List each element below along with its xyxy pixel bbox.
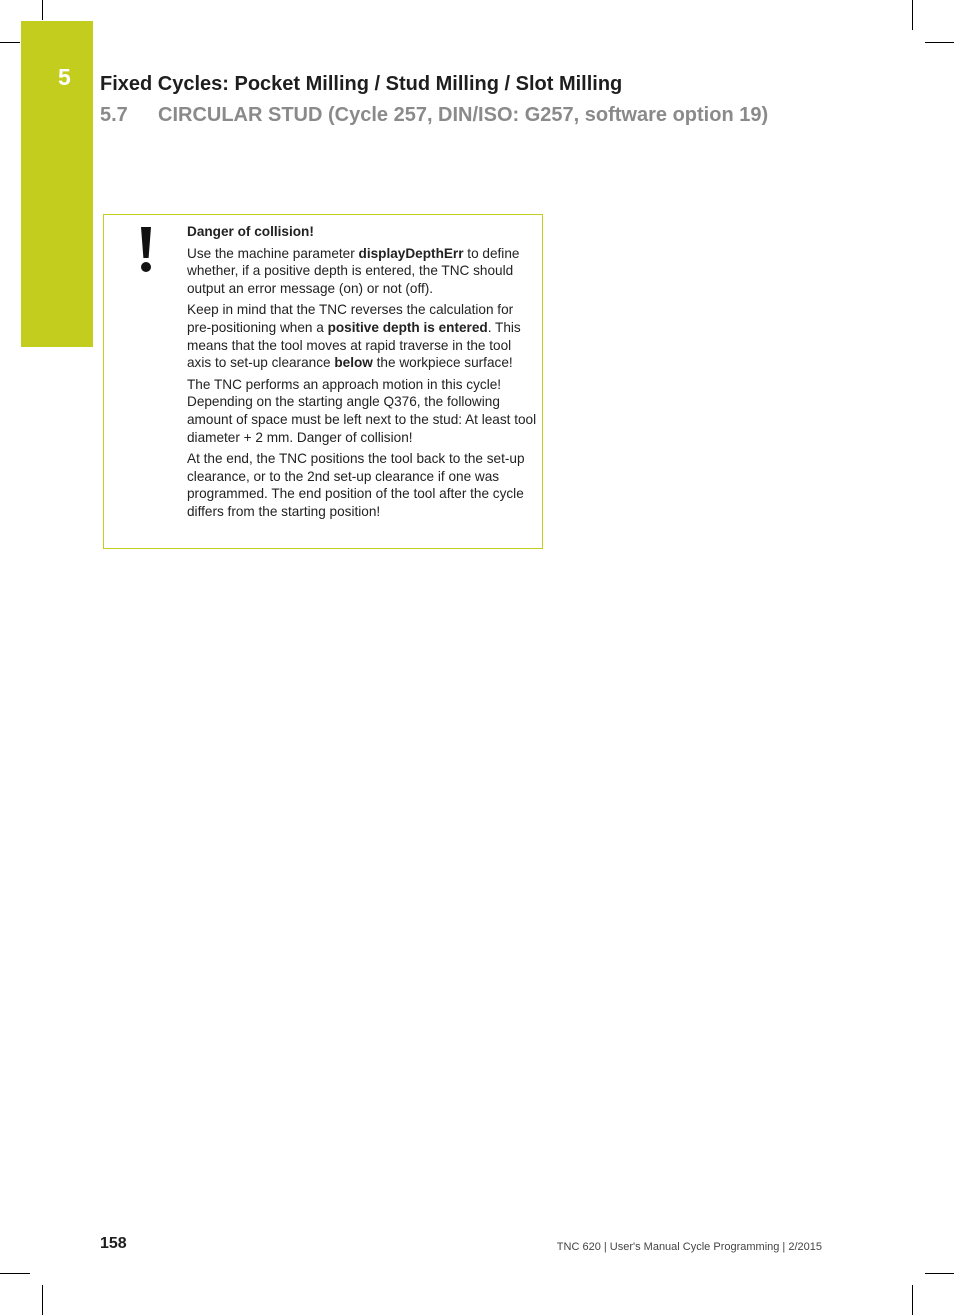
section-title: CIRCULAR STUD (Cycle 257, DIN/ISO: G257, software option 19) — [158, 104, 769, 126]
warning-box — [103, 214, 543, 549]
crop-mark — [42, 0, 43, 20]
page-number: 158 — [100, 1235, 127, 1252]
warning-paragraph — [187, 245, 537, 298]
crop-mark — [925, 1273, 954, 1274]
warning-paragraph: The TNC performs an approach motion in this cycle! Depending on the starting angle Q376, the following amount of space must be left next to the stud: At least tool diameter + 2 mm. Danger of collision! — [187, 376, 537, 445]
crop-mark — [912, 0, 913, 30]
section-number: 5.7 — [100, 104, 128, 126]
footer-text: TNC 620 | User's Manual Cycle Programming | 2/2015 — [556, 1241, 822, 1253]
text-run: Keep in mind that the TNC reverses the calculation for pre-positioning when a — [187, 302, 514, 335]
text-run: to define whether, if a positive depth is entered, the TNC should output an error message (on) or not (off). — [187, 245, 520, 296]
chapter-number: 5 — [58, 64, 71, 90]
emphasis: positive depth is entered — [327, 319, 488, 335]
text-run: . This means that the tool moves at rapid traverse in the tool axis to set-up clearance — [187, 319, 521, 371]
crop-mark — [0, 42, 20, 43]
crop-mark — [0, 1273, 30, 1274]
warning-paragraph — [187, 301, 537, 371]
section-heading — [100, 104, 768, 127]
crop-mark — [912, 1285, 913, 1315]
chapter-title: Fixed Cycles: Pocket Milling / Stud Milling / Slot Milling — [100, 73, 623, 95]
warning-title: Danger of collision! — [187, 224, 314, 239]
exclamation-icon — [140, 227, 152, 273]
warning-text — [187, 223, 537, 525]
chapter-tab — [21, 21, 93, 347]
text-run: Use the machine parameter — [187, 245, 359, 261]
warning-paragraph: At the end, the TNC positions the tool back to the set-up clearance, or to the 2nd set-up clearance if one was programmed. The end position of the tool after the cycle differs from the starting position! — [187, 451, 525, 519]
emphasis: below — [334, 355, 373, 371]
parameter-name: displayDepthErr — [358, 245, 464, 261]
text-run: the workpiece surface! — [372, 355, 513, 371]
crop-mark — [42, 1285, 43, 1315]
crop-mark — [925, 42, 954, 43]
